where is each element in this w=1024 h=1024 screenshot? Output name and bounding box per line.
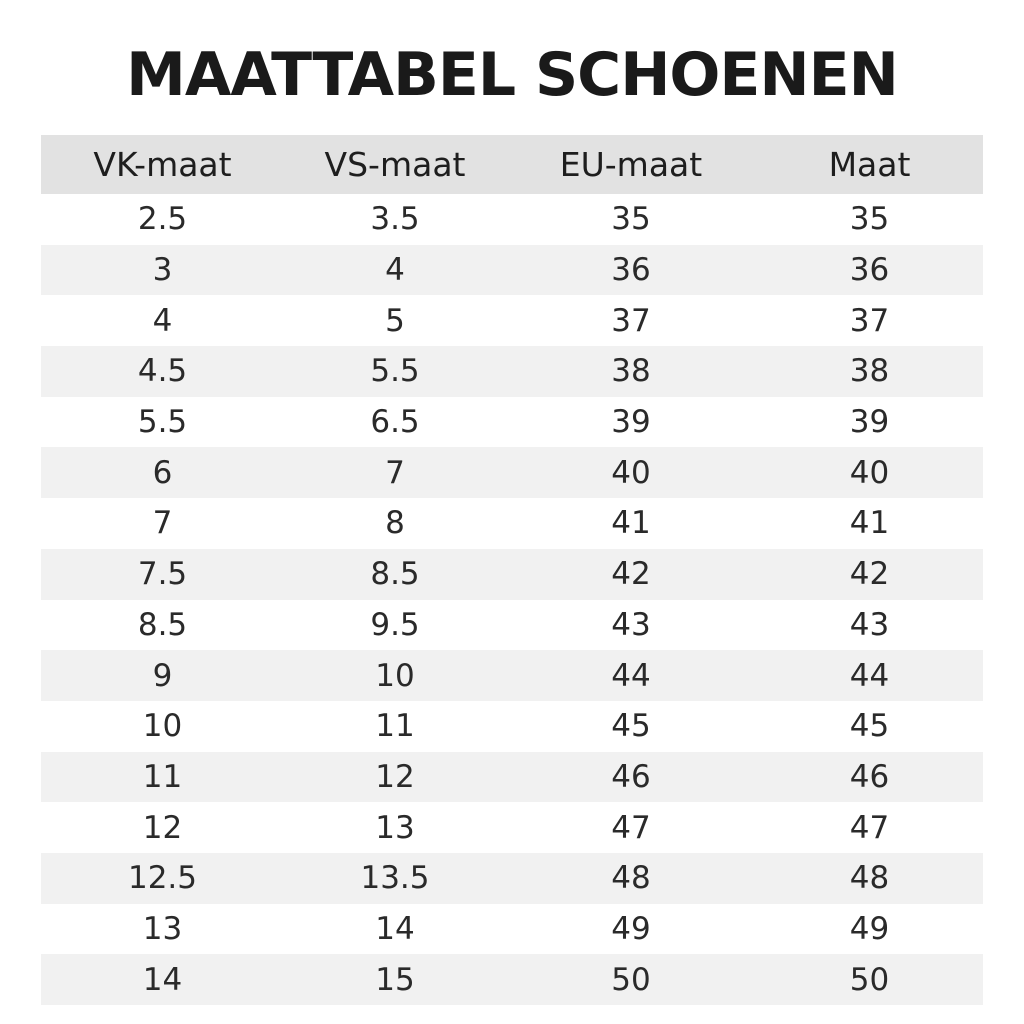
- table-row: [41, 346, 983, 397]
- table-body: [41, 194, 983, 1005]
- table-cell-maat: 41: [756, 498, 983, 549]
- table-cell-vs: 7: [284, 447, 506, 498]
- table-cell-eu: 46: [506, 752, 756, 803]
- table-cell-vs: 8: [284, 498, 506, 549]
- table-cell-eu: 49: [506, 904, 756, 955]
- table-cell-eu: 48: [506, 853, 756, 904]
- table-cell-vk: 5.5: [41, 397, 284, 448]
- table-cell-eu: 40: [506, 447, 756, 498]
- table-cell-vs: 14: [284, 904, 506, 955]
- table-cell-vk: 3: [41, 245, 284, 296]
- table-cell-maat: 46: [756, 752, 983, 803]
- table-cell-vk: 7: [41, 498, 284, 549]
- table-cell-maat: 36: [756, 245, 983, 296]
- table-row: [41, 245, 983, 296]
- table-cell-vk: 2.5: [41, 194, 284, 245]
- table-cell-vk: 4: [41, 295, 284, 346]
- table-cell-vk: 12.5: [41, 853, 284, 904]
- table-row: [41, 954, 983, 1005]
- table-cell-maat: 49: [756, 904, 983, 955]
- table-header: [41, 135, 983, 194]
- table-cell-vk: 13: [41, 904, 284, 955]
- table-cell-vs: 11: [284, 701, 506, 752]
- table-row: [41, 600, 983, 651]
- table-cell-vk: 12: [41, 802, 284, 853]
- table-row: [41, 701, 983, 752]
- table-cell-vs: 12: [284, 752, 506, 803]
- size-chart-table: [41, 135, 983, 1005]
- table-cell-vs: 13: [284, 802, 506, 853]
- table-row: [41, 650, 983, 701]
- table-cell-maat: 42: [756, 549, 983, 600]
- table-cell-eu: 42: [506, 549, 756, 600]
- table-cell-vs: 8.5: [284, 549, 506, 600]
- table-cell-vk: 9: [41, 650, 284, 701]
- table-cell-vk: 4.5: [41, 346, 284, 397]
- table-row: [41, 904, 983, 955]
- table-cell-maat: 45: [756, 701, 983, 752]
- table-cell-eu: 43: [506, 600, 756, 651]
- table-cell-vs: 13.5: [284, 853, 506, 904]
- table-cell-maat: 35: [756, 194, 983, 245]
- table-cell-maat: 48: [756, 853, 983, 904]
- table-cell-eu: 44: [506, 650, 756, 701]
- table-cell-vk: 11: [41, 752, 284, 803]
- table-cell-eu: 36: [506, 245, 756, 296]
- table-cell-vs: 5: [284, 295, 506, 346]
- table-cell-eu: 47: [506, 802, 756, 853]
- table-cell-eu: 45: [506, 701, 756, 752]
- column-header-vk: VK-maat: [41, 135, 284, 194]
- table-cell-vs: 10: [284, 650, 506, 701]
- table-row: [41, 295, 983, 346]
- table-cell-maat: 44: [756, 650, 983, 701]
- table-cell-eu: 50: [506, 954, 756, 1005]
- page-title: MAATTABEL SCHOENEN: [126, 40, 898, 110]
- table-cell-maat: 39: [756, 397, 983, 448]
- table-row: [41, 549, 983, 600]
- table-cell-vs: 4: [284, 245, 506, 296]
- column-header-eu: EU-maat: [506, 135, 756, 194]
- table-row: [41, 752, 983, 803]
- table-cell-vk: 14: [41, 954, 284, 1005]
- column-header-vs: VS-maat: [284, 135, 506, 194]
- table-row: [41, 498, 983, 549]
- table-cell-eu: 39: [506, 397, 756, 448]
- table-cell-vk: 10: [41, 701, 284, 752]
- table-row: [41, 447, 983, 498]
- table-cell-vs: 3.5: [284, 194, 506, 245]
- table-cell-vs: 15: [284, 954, 506, 1005]
- table-cell-eu: 41: [506, 498, 756, 549]
- table-cell-vk: 7.5: [41, 549, 284, 600]
- table-cell-maat: 37: [756, 295, 983, 346]
- table-cell-maat: 47: [756, 802, 983, 853]
- table-cell-eu: 35: [506, 194, 756, 245]
- table-cell-vk: 8.5: [41, 600, 284, 651]
- table-cell-maat: 40: [756, 447, 983, 498]
- table-cell-vs: 6.5: [284, 397, 506, 448]
- table-row: [41, 194, 983, 245]
- table-cell-eu: 38: [506, 346, 756, 397]
- table-cell-vs: 9.5: [284, 600, 506, 651]
- table-cell-maat: 43: [756, 600, 983, 651]
- table-cell-maat: 50: [756, 954, 983, 1005]
- table-cell-vs: 5.5: [284, 346, 506, 397]
- table-cell-vk: 6: [41, 447, 284, 498]
- table-row: [41, 802, 983, 853]
- table-cell-maat: 38: [756, 346, 983, 397]
- table-row: [41, 397, 983, 448]
- table-cell-eu: 37: [506, 295, 756, 346]
- header-row: [41, 135, 983, 194]
- table-row: [41, 853, 983, 904]
- column-header-maat: Maat: [756, 135, 983, 194]
